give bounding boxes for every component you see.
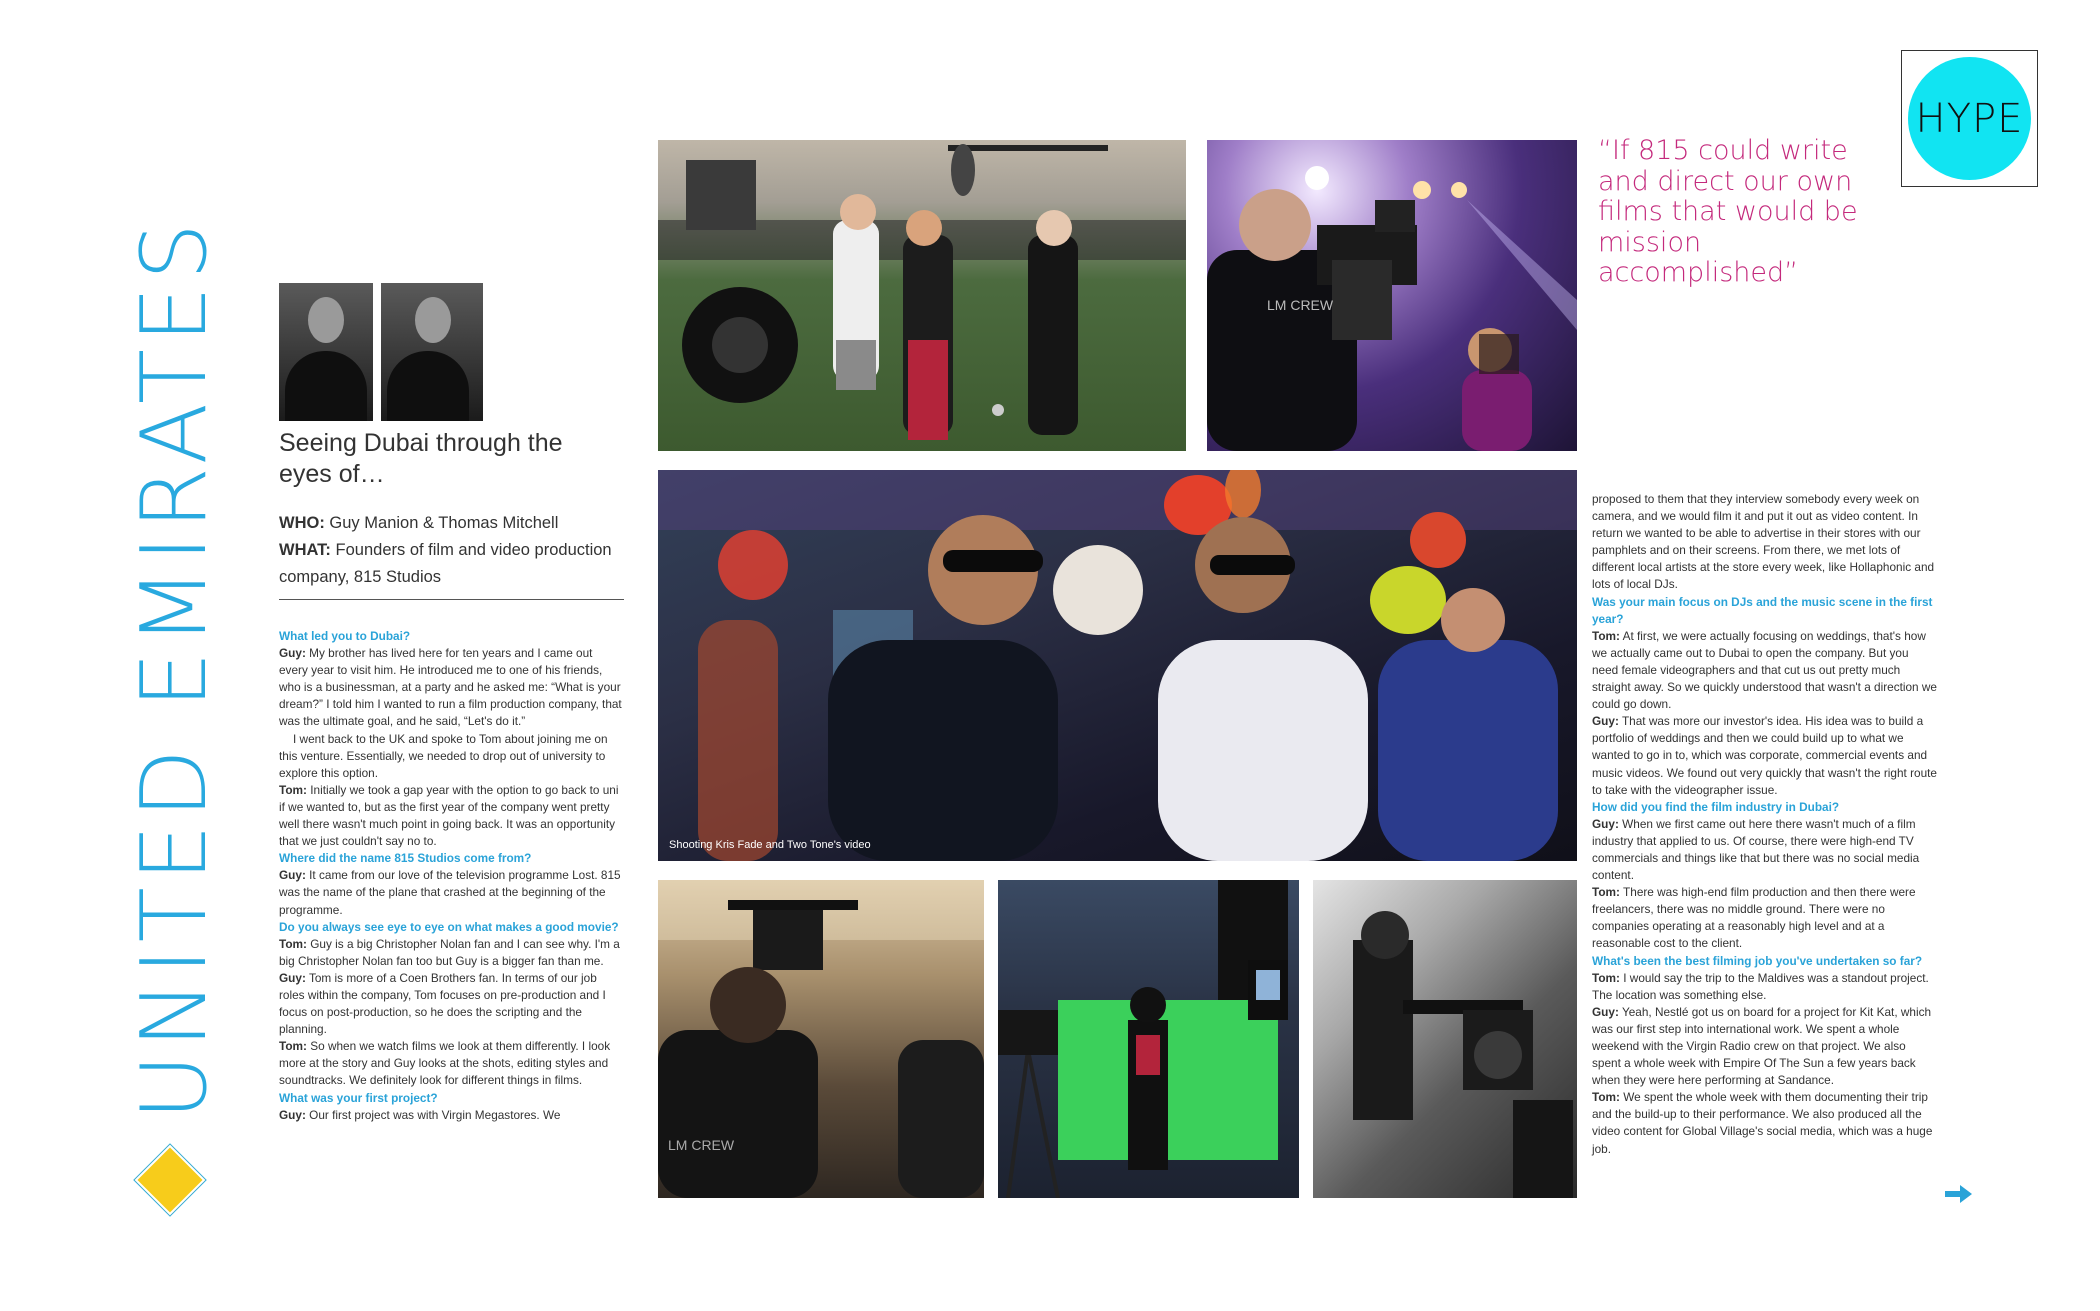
answer-text: Tom is more of a Coen Brothers fan. In terms of our job roles within the company, Tom focuses on pre-production and I focus on post-production, so he does the scripting and the planning. — [279, 970, 606, 1037]
interview-answer — [1592, 628, 1937, 713]
interview-question: How did you find the film industry in Dubai? — [1592, 799, 1840, 814]
interview-answer — [279, 1107, 624, 1124]
speaker-label: Guy: — [279, 1107, 306, 1122]
interview-answer — [279, 867, 624, 918]
speaker-label: Guy: — [279, 970, 306, 985]
interview-answer — [279, 936, 624, 970]
section-title: UNITED EMIRATES — [122, 217, 227, 1120]
answer-text: At first, we were actually focusing on weddings, that's how we actually came out to Dubai to open the company. But you need female videographers and that cut us out pretty much straight away. So we quickly understood that wasn't a direction we could go down. — [1592, 628, 1937, 712]
speaker-label: Tom: — [279, 782, 307, 797]
answer-text: Our first project was with Virgin Megastores. We — [309, 1107, 561, 1122]
photo-festival-shoot — [658, 140, 1186, 451]
speaker-label: Guy: — [279, 868, 306, 883]
article-column-left — [279, 628, 624, 1124]
interview-answer — [1592, 1089, 1937, 1157]
photo-black-white-rig — [1313, 880, 1577, 1198]
answer-text: It came from our love of the television programme Lost. 815 was the name of the plane that crashed at the beginning of the programme. — [279, 868, 621, 917]
interview-answer — [1592, 1004, 1937, 1089]
interview-question: What was your first project? — [279, 1090, 438, 1105]
speaker-label: Tom: — [1592, 885, 1620, 900]
interview-question: What's been the best filming job you've undertaken so far? — [1592, 953, 1923, 968]
speaker-label: Tom: — [279, 936, 307, 951]
diamond-icon — [135, 1145, 206, 1216]
answer-text: So when we watch films we look at them differently. I look more at the story and Guy looks at the shots, editing styles and soundtracks. We definitely look for different things in films. — [279, 1039, 611, 1088]
interview-question: What led you to Dubai? — [279, 629, 411, 643]
what-line — [279, 537, 629, 591]
speaker-label: Tom: — [279, 1039, 307, 1054]
continue-arrow-icon[interactable] — [1943, 1184, 1973, 1204]
pull-quote: “If 815 could write and direct our own films that would be mission accomplished” — [1598, 135, 1858, 288]
answer-text: I would say the trip to the Maldives was a standout project. The location was something else. — [1592, 970, 1929, 1002]
speaker-label: Tom: — [1592, 1090, 1620, 1105]
photo-concert-cameraman — [1207, 140, 1577, 451]
interview-question: Where did the name 815 Studios come from? — [279, 851, 532, 866]
answer-text: When we first came out here there wasn't much of a film industry that applied to us. Of course, there were high-end TV commercials and things like that but there was no social media content. — [1592, 816, 1920, 883]
answer-text: My brother has lived here for ten years and I came out every year to visit him. He introduced me to one of his friends, who is a businessman, at a party and he asked me: “What is your dream?” I told him I wanted to run a film production company, that was the ultimate goal, and he said, “Let's do it.” — [279, 646, 622, 729]
answer-text: That was more our investor's idea. His idea was to build a portfolio of weddings and then we could build up to what we wanted to go in to, which was corporate, commercial events and music videos. We found out very quickly that wasn't the right route to take with the videographer issue. — [1592, 714, 1937, 797]
interview-question: Do you always see eye to eye on what makes a good movie? — [279, 919, 619, 934]
body-paragraph: I went back to the UK and spoke to Tom about joining me on this venture. Essentially, we needed to drop out of university to explore this option. — [279, 731, 608, 780]
interview-answer — [1592, 713, 1937, 798]
speaker-label: Guy: — [1592, 1004, 1619, 1019]
who-label: WHO: — [279, 514, 325, 532]
answer-text: Guy is a big Christopher Nolan fan and I can see why. I'm a big Christopher Nolan fan too but Guy is a bigger fan than me. — [279, 936, 620, 968]
who-value: Guy Manion & Thomas Mitchell — [329, 514, 559, 532]
photo-caption: Shooting Kris Fade and Two Tone's video — [669, 839, 871, 851]
svg-text:LM CREW: LM CREW — [1267, 297, 1334, 313]
what-label: WHAT: — [279, 541, 331, 559]
answer-text: We spent the whole week with them documenting their trip and the build-up to their performance. We also produced all the video content for Global Village's social media, which was a huge job. — [1592, 1090, 1933, 1156]
page-headline: Seeing Dubai through the eyes of… — [279, 429, 563, 488]
speaker-label: Tom: — [1592, 628, 1620, 643]
interview-answer — [1592, 884, 1937, 952]
article-column-right — [1592, 491, 1937, 1158]
photo-music-video — [658, 470, 1577, 861]
logo-text: HYPE — [1915, 95, 2024, 142]
interview-answer — [279, 1038, 624, 1089]
divider — [279, 599, 624, 600]
interview-answer — [1592, 970, 1937, 1004]
interview-answer — [279, 645, 624, 730]
what-value: Founders of film and video production company, 815 Studios — [279, 541, 612, 586]
interview-question: Was your main focus on DJs and the music scene in the first year? — [1592, 594, 1933, 626]
speaker-label: Tom: — [1592, 970, 1620, 985]
answer-text: There was high-end film production and then there were freelancers, there was no middle ground. There were no companies operating at a reasonably high level and at a reasonable cost to the client. — [1592, 885, 1916, 951]
who-what-block — [279, 510, 629, 591]
who-line — [279, 510, 629, 537]
logo-circle — [1908, 57, 2031, 180]
interview-answer — [1592, 816, 1937, 884]
body-paragraph: proposed to them that they interview somebody every week on camera, and we would film it and put it out as video content. In return we wanted to be able to advertise in their stores with our pamphlets and on their screens. From there, we met lots of different local artists at the store every week, like Hollaphonic and lots of local DJs. — [1592, 492, 1935, 592]
interview-answer — [279, 970, 624, 1038]
portrait-guy-manion — [279, 283, 373, 421]
speaker-label: Guy: — [1592, 816, 1619, 831]
photo-green-screen — [998, 880, 1299, 1198]
portrait-thomas-mitchell — [381, 283, 483, 421]
interview-answer — [279, 782, 624, 850]
photo-gimbal-operator — [658, 880, 984, 1198]
answer-text: Yeah, Nestlé got us on board for a project for Kit Kat, which was our first step into international work. We spent a whole weekend with the Virgin Radio crew on that project. We also spent a whole week with Empire Of The Sun a few years back when they were here performing at Sandance. — [1592, 1004, 1932, 1088]
answer-text: Initially we took a gap year with the option to go back to uni if we wanted to, but as the first year of the company went pretty well there wasn't much point in going back. It was an opportunity that we just couldn't say no to. — [279, 782, 619, 849]
svg-text:LM CREW: LM CREW — [668, 1137, 735, 1153]
hype-logo — [1901, 50, 2038, 187]
speaker-label: Guy: — [1592, 714, 1619, 729]
speaker-label: Guy: — [279, 646, 306, 661]
